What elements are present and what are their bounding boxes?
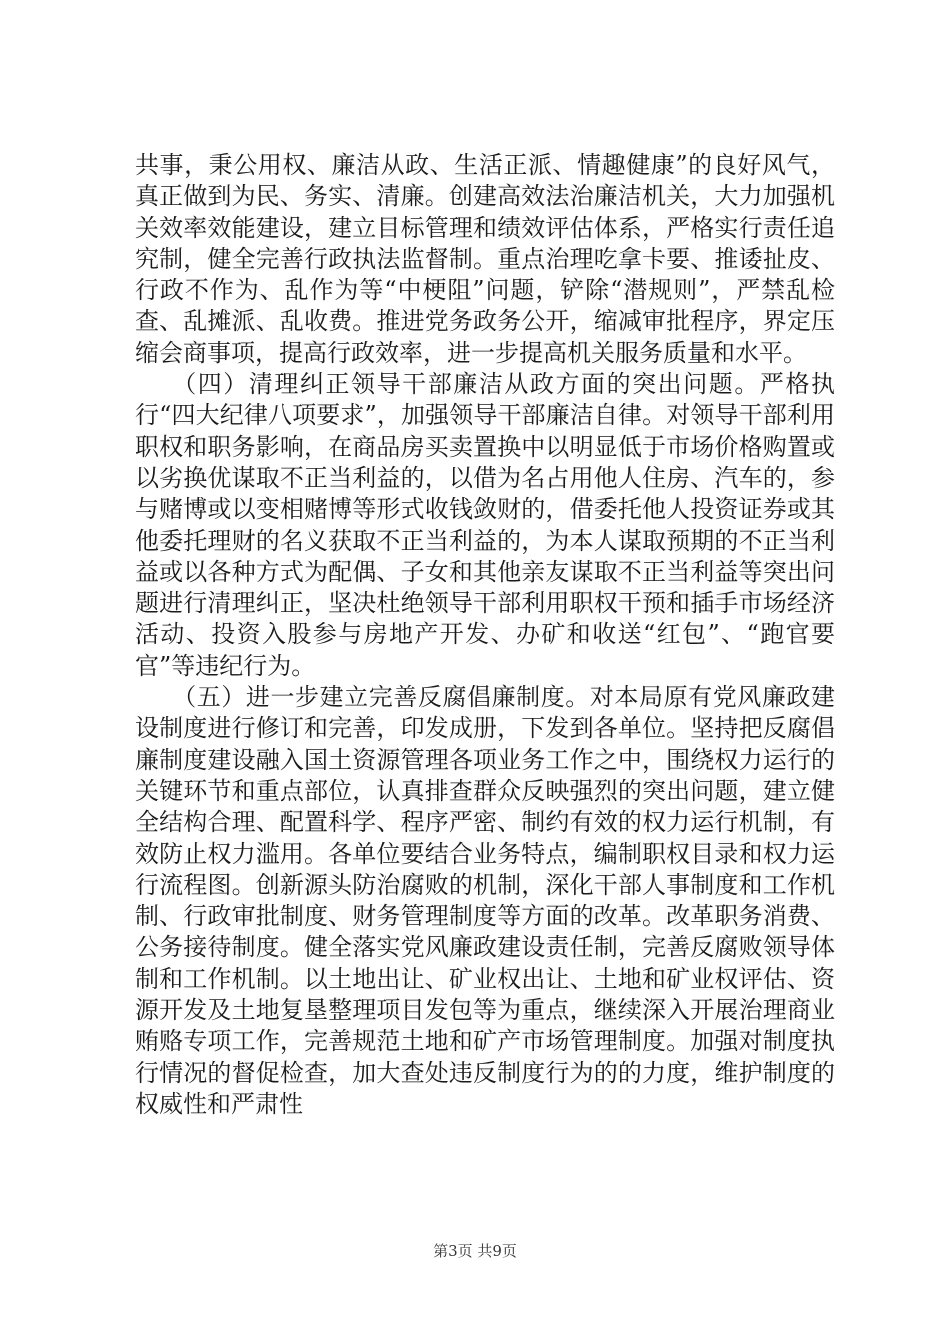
document-body xyxy=(135,150,835,1120)
paragraph-section-five: （五）进一步建立完善反腐倡廉制度。对本局原有党风廉政建设制度进行修订和完善，印发成册，下发到各单位。坚持把反腐倡廉制度建设融入国土资源管理各项业务工作之中，围绕权力运行的关键环节和重点部位，认真排查群众反映强烈的突出问题，建立健全结构合理、配置科学、程序严密、制约有效的权力运行机制，有效防止权力滥用。各单位要结合业务特点，编制职权目录和权力运行流程图。创新源头防治腐败的机制，深化干部人事制度和工作机制、行政审批制度、财务管理制度等方面的改革。改革职务消费、公务接待制度。健全落实党风廉政建设责任制，完善反腐败领导体制和工作机制。以土地出让、矿业权出让、土地和矿业权评估、资源开发及土地复垦整理项目发包等为重点，继续深入开展治理商业贿赂专项工作，完善规范土地和矿产市场管理制度。加强对制度执行情况的督促检查，加大查处违反制度行为的的力度，维护制度的权威性和严肃性 xyxy=(135,683,835,1118)
paragraph-continued: 共事，秉公用权、廉洁从政、生活正派、情趣健康”的良好风气，真正做到为民、务实、清廉。创建高效法治廉洁机关，大力加强机关效率效能建设，建立目标管理和绩效评估体系，严格实行责任追究制，健全完善行政执法监督制。重点治理吃拿卡要、推诿扯皮、行政不作为、乱作为等“中梗阻”问题，铲除“潜规则”，严禁乱检查、乱摊派、乱收费。推进党务政务公开，缩减审批程序，界定压缩会商事项，提高行政效率，进一步提高机关服务质量和水平。 xyxy=(135,151,835,367)
paragraph-section-four: （四）清理纠正领导干部廉洁从政方面的突出问题。严格执行“四大纪律八项要求”，加强领导干部廉洁自律。对领导干部利用职权和职务影响，在商品房买卖置换中以明显低于市场价格购置或以劣换优谋取不正当利益的，以借为名占用他人住房、汽车的，参与赌博或以变相赌博等形式收钱敛财的，借委托他人投资证券或其他委托理财的名义获取不正当利益的，为本人谋取预期的不正当利益或以各种方式为配偶、子女和其他亲友谋取不正当利益等突出问题进行清理纠正，坚决杜绝领导干部利用职权干预和插手市场经济活动、投资入股参与房地产开发、办矿和收送“红包”、“跑官要官”等违纪行为。 xyxy=(135,370,835,680)
page-number-footer: 第3页 共9页 xyxy=(433,1242,517,1260)
